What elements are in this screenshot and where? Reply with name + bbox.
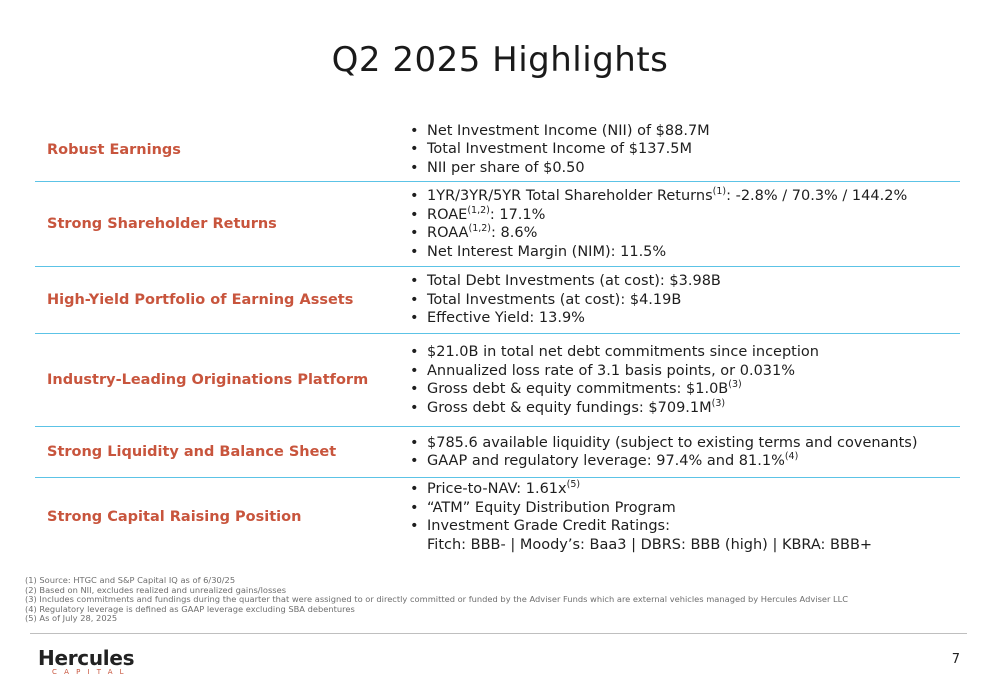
bullet-item: • GAAP and regulatory leverage: 97.4% and 81.1%$^{(4)}$ xyxy=(407,452,960,471)
footnote-ref: (3) xyxy=(711,397,726,409)
bullet-item: • Annualized loss rate of 3.1 basis points, or 0.031% xyxy=(407,362,960,381)
bullet-list xyxy=(407,122,960,178)
footnote-ref: (1,2) xyxy=(468,223,492,235)
bullet-item: • NII per share of $0.50 xyxy=(407,159,960,178)
highlight-row-shareholder-returns xyxy=(35,182,960,267)
footnote-ref: (1) xyxy=(712,186,727,198)
bullet-item: • Total Investments (at cost): $4.19B xyxy=(407,291,960,310)
bullet-item: • Net Investment Income (NII) of $88.7M xyxy=(407,122,960,141)
bullet-item: • Effective Yield: 13.9% xyxy=(407,309,960,328)
bullet-item: • “ATM” Equity Distribution Program xyxy=(407,499,960,518)
slide-title: Q2 2025 Highlights xyxy=(331,40,669,80)
highlight-row-robust-earnings xyxy=(35,118,960,182)
bullet-list xyxy=(407,480,960,554)
bullet-item: • Total Debt Investments (at cost): $3.98B xyxy=(407,272,960,291)
bullet-list xyxy=(407,272,960,328)
highlight-row-portfolio xyxy=(35,267,960,334)
bullet-list xyxy=(407,187,960,261)
bullet-list xyxy=(407,343,960,417)
bullet-item: • 1YR/3YR/5YR Total Shareholder Returns$^{(1)}$: -2.8% / 70.3% / 144.2% xyxy=(407,187,960,206)
footnote: (3) Includes commitments and fundings during the quarter that were assigned to or directly committed or funded by the Adviser Funds which are external vehicles managed by Hercules Adviser LLC xyxy=(25,594,849,605)
highlight-row-originations xyxy=(35,334,960,427)
footnote-ref: (1,2) xyxy=(467,204,490,216)
bullet-item: • $21.0B in total net debt commitments since inception xyxy=(407,343,960,362)
row-label: Strong Capital Raising Position xyxy=(47,509,302,525)
bullet-item: • ROAE$^{(1,2)}$: 17.1% xyxy=(407,206,960,225)
bullet-item: • ROAA$^{(1,2)}$: 8.6% xyxy=(407,224,960,243)
footnote-ref: (5) xyxy=(566,479,581,491)
logo-wordmark: Hercules xyxy=(38,646,135,670)
bullet-continuation: Fitch: BBB- | Moody’s: Baa3 | DBRS: BBB (high) | KBRA: BBB+ xyxy=(427,536,873,553)
footnote: (5) As of July 28, 2025 xyxy=(25,613,118,624)
footnote: (1) Source: HTGC and S&P Capital IQ as of 6/30/25 xyxy=(25,575,236,585)
footnote: (2) Based on NII, excludes realized and unrealized gains/losses xyxy=(25,584,287,595)
bullet-item: • Gross debt & equity fundings: $\$709.1M^{(3)}$ xyxy=(407,399,960,418)
bullet-item: • Investment Grade Credit Ratings: xyxy=(407,517,960,536)
row-label: Strong Liquidity and Balance Sheet xyxy=(47,444,337,460)
bullet-item: • $785.6 available liquidity (subject to existing terms and covenants) xyxy=(407,434,960,453)
footer-divider xyxy=(30,633,967,634)
bullet-item: • Net Interest Margin (NIM): 11.5% xyxy=(407,243,960,262)
page-number: 7 xyxy=(951,652,960,667)
footnote-ref: (4) xyxy=(784,451,799,463)
footnote: (4) Regulatory leverage is defined as GAAP leverage excluding SBA debentures xyxy=(25,603,355,614)
bullet-item: • Total Investment Income of $137.5M xyxy=(407,140,960,159)
bullet-item: • Gross debt & equity commitments: $\$1.0B^{(3)}$ xyxy=(407,380,960,399)
row-label: Strong Shareholder Returns xyxy=(47,216,277,232)
bullet-item: • Price-to-NAV: $1.61x^{(5)}$ xyxy=(407,480,960,499)
company-logo xyxy=(38,646,134,676)
footnote-ref: (3) xyxy=(728,379,742,391)
highlights-table xyxy=(35,118,960,556)
row-label: High-Yield Portfolio of Earning Assets xyxy=(47,292,354,308)
row-label: Industry-Leading Originations Platform xyxy=(47,372,369,388)
row-label: Robust Earnings xyxy=(47,141,181,158)
footnotes xyxy=(25,576,848,624)
highlight-row-capital-raising xyxy=(35,478,960,556)
bullet-list xyxy=(407,434,960,471)
highlight-row-liquidity xyxy=(35,427,960,478)
logo-tagline: CAPITAL xyxy=(52,668,131,676)
